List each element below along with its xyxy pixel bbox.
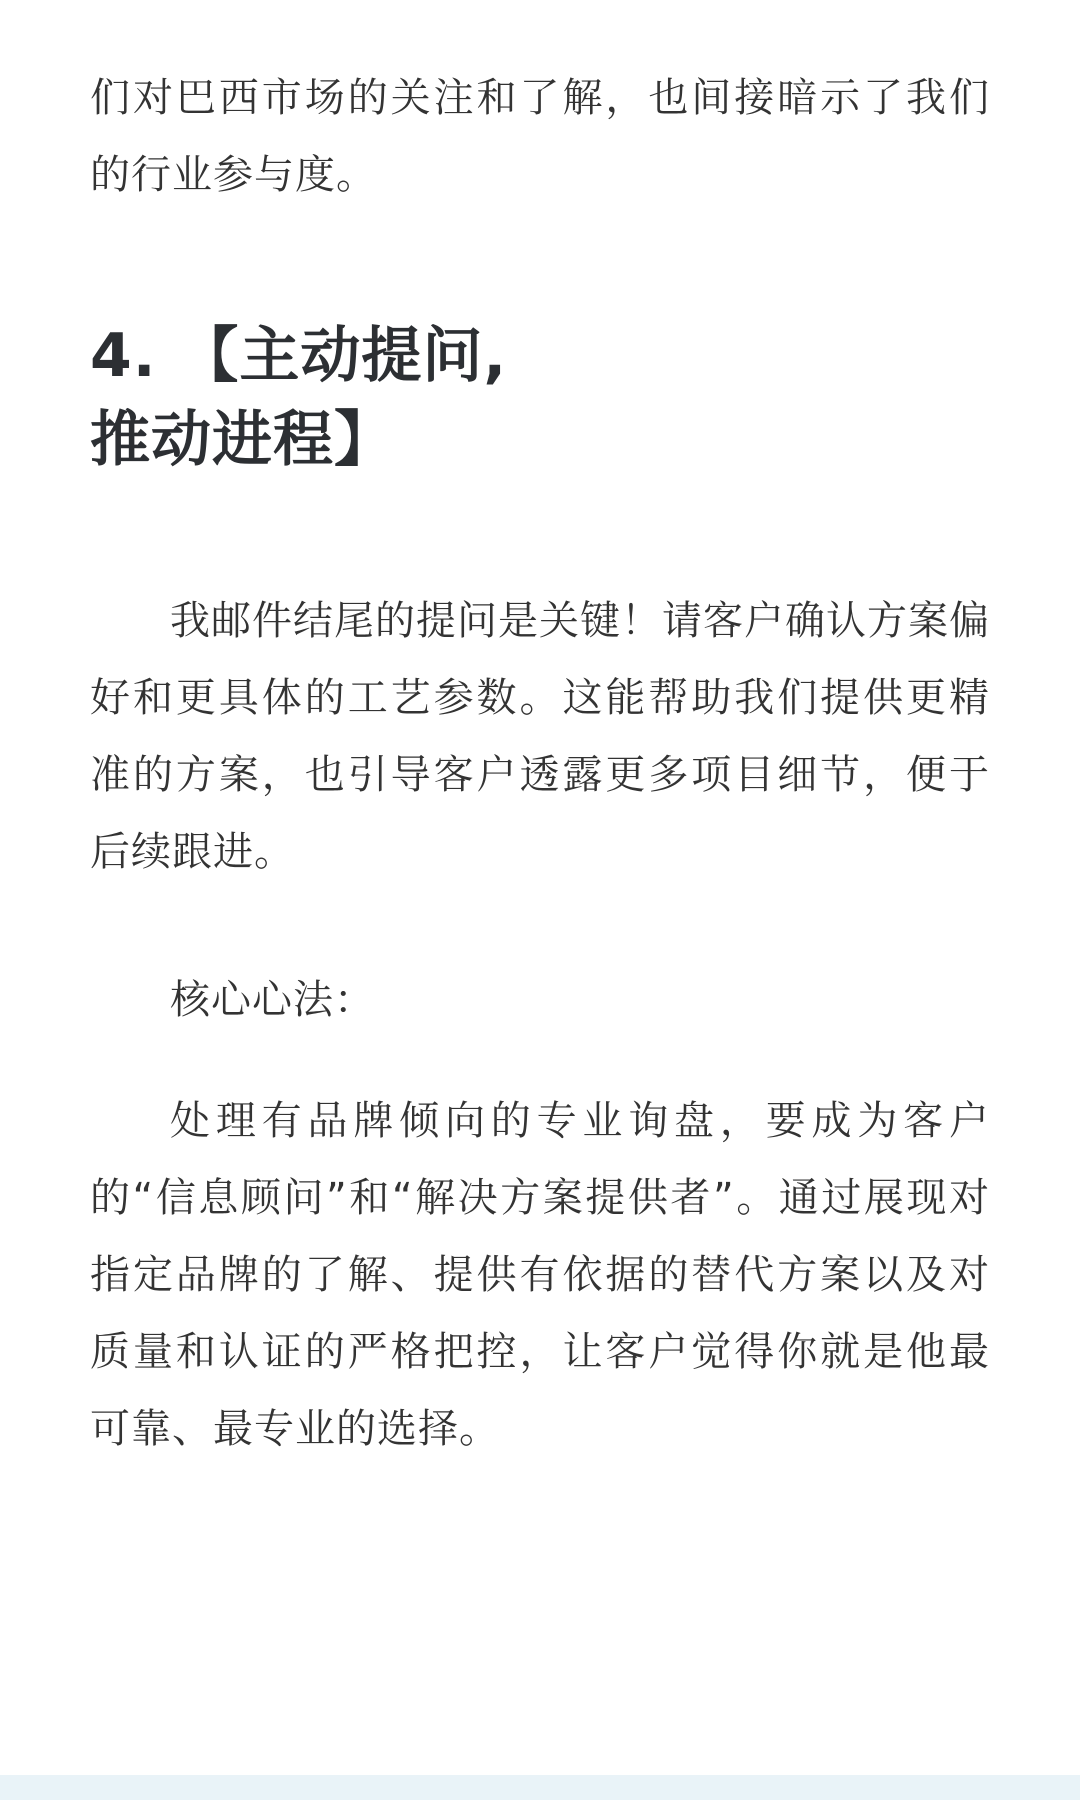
- bottom-band: [0, 1775, 1080, 1800]
- question-paragraph: 我邮件结尾的提问是关键！请客户确认方案偏好和更具体的工艺参数。这能帮助我们提供更精准的方案，也引导客户透露更多项目细节，便于后续跟进。: [90, 598, 990, 875]
- section-heading-line-1: 4. 【主动提问,: [90, 321, 508, 391]
- core-method-label: 核心心法：: [170, 977, 375, 1023]
- intro-paragraph: 们对巴西市场的关注和了解，也间接暗示了我们的行业参与度。: [90, 75, 990, 198]
- section-heading-line-2: 推动进程】: [90, 405, 395, 475]
- advice-paragraph: 处理有品牌倾向的专业询盘，要成为客户的“信息顾问”和“解决方案提供者”。通过展现对指定品牌的了解、提供有依据的替代方案以及对质量和认证的严格把控，让客户觉得你就是他最可靠、最专业的选择。: [90, 1098, 990, 1452]
- section-heading: [90, 314, 990, 482]
